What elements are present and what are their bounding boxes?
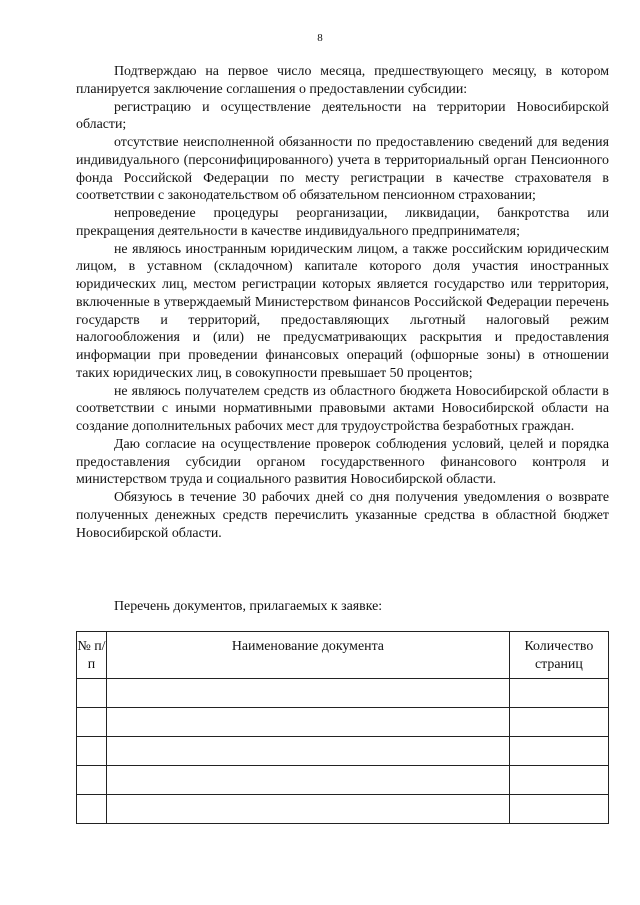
table-cell-page-count[interactable] [509,766,608,795]
documents-list-intro: Перечень документов, прилагаемых к заявке: [114,599,383,614]
table-row [77,795,609,824]
table-cell-number[interactable] [77,737,107,766]
table-cell-number[interactable] [77,679,107,708]
paragraph-not-foreign-entity: не являюсь иностранным юридическим лицом, а также российским юридическим лицом, в уставном (складочном) капитале которого доля участия иностранных юридических лиц, местом регистрации которых является государство или территория, включенные в утверждаемый Министерством финансов Российской Федерации перечень государств и территорий, предоставляющих льготный налоговый режим налогообложения и (или) не предусматривающих раскрытия и предоставления информации при проведении финансовых операций (офшорные зоны) в отношении таких юридических лиц, в совокупности превышает 50 процентов; [76,241,609,381]
paragraph-no-pension-debt: отсутствие неисполненной обязанности по предоставлению сведений для ведения индивидуального (персонифицированного) учета в территориальный орган Пенсионного фонда Российской Федерации по месту регистрации в качестве страхователя в соответствии с законодательством об обязательном пенсионном страховании; [76,135,609,204]
table-cell-number[interactable] [77,795,107,824]
table-cell-number[interactable] [77,766,107,795]
table-cell-page-count[interactable] [509,795,608,824]
table-cell-document-name[interactable] [107,766,510,795]
table-cell-document-name[interactable] [107,737,510,766]
table-row [77,766,609,795]
paragraph-not-budget-recipient: не являюсь получателем средств из областного бюджета Новосибирской области в соответствии с иными нормативными правовыми актами Новосибирской области на создание дополнительных рабочих мест для трудоустройства безработных граждан. [76,383,609,434]
header-document-name: Наименование документа [107,632,510,679]
table-cell-page-count[interactable] [509,737,608,766]
paragraph-consent-to-audit: Даю согласие на осуществление проверок соблюдения условий, целей и порядка предоставления субсидии органом государственного финансового контроля и министерством труда и социального развития Новосибирской области. [76,436,609,488]
paragraph-confirmation-intro: Подтверждаю на первое число месяца, предшествующего месяцу, в котором планируется заключение соглашения о предоставлении субсидии: [76,64,609,97]
body-text [76,63,609,542]
paragraph-registration: регистрацию и осуществление деятельности на территории Новосибирской области; [76,99,609,133]
page-number: 8 [317,32,323,44]
table-cell-document-name[interactable] [107,708,510,737]
table-row [77,737,609,766]
header-number: № п/п [77,632,107,679]
paragraph-refund-obligation: Обязуюсь в течение 30 рабочих дней со дня получения уведомления о возврате полученных денежных средств перечислить указанные средства в областной бюджет Новосибирской области. [76,490,609,541]
table-header-row [77,632,609,679]
table-cell-number[interactable] [77,708,107,737]
header-page-count: Количество страниц [509,632,608,679]
table-cell-page-count[interactable] [509,708,608,737]
table-row [77,708,609,737]
table-row [77,679,609,708]
table-cell-document-name[interactable] [107,679,510,708]
documents-table [76,631,609,824]
table-cell-page-count[interactable] [509,679,608,708]
table-cell-document-name[interactable] [107,795,510,824]
paragraph-no-liquidation: непроведение процедуры реорганизации, ликвидации, банкротства или прекращения деятельности в качестве индивидуального предпринимателя; [76,206,609,239]
